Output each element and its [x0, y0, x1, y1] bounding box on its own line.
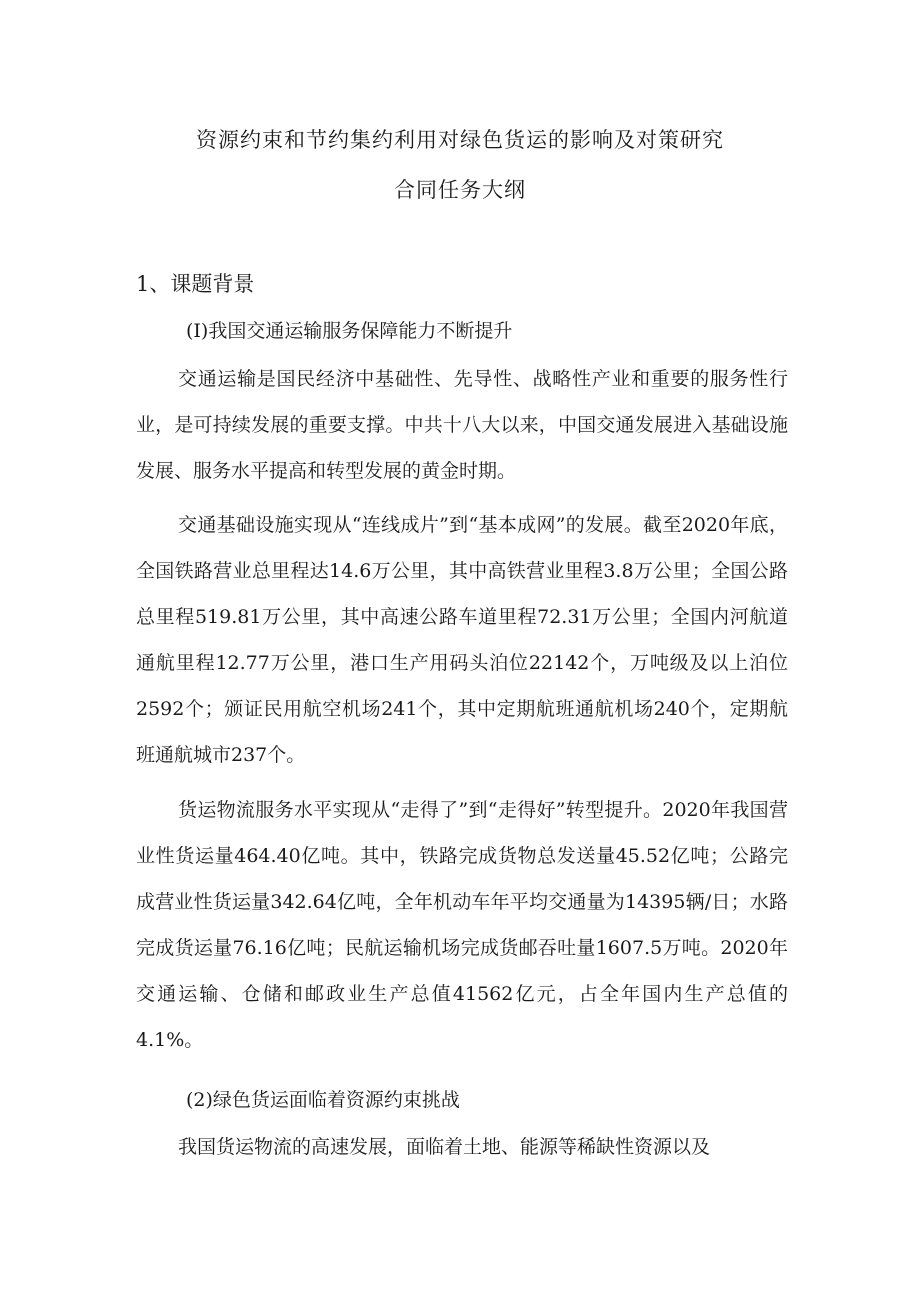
paragraph-freight-logistics: 货运物流服务水平实现从“走得了”到“走得好”转型提升。2020年我国营业性货运量464.40亿吨。其中，铁路完成货物总发送量45.52亿吨；公路完成营业性货运量342.64亿吨，全年机动车年平均交通量为14395辆/日；水路完成货运量76.16亿吨；民航运输机场完成货邮吞吐量1607.5万吨。2020年交通运输、仓储和邮政业生产总值41562亿元，占全年国内生产总值的4.1%。 — [136, 799, 788, 1051]
document-subtitle: 合同任务大纲 — [394, 178, 526, 202]
subheading-transport-capacity: (I)我国交通运输服务保障能力不断提升 — [186, 320, 513, 342]
paragraph-infrastructure: 交通基础设施实现从“连线成片”到“基本成网”的发展。截至2020年底，全国铁路营业总里程达14.6万公里，其中高铁营业里程3.8万公里；全国公路总里程519.81万公里，其中高速公路车道里程72.31万公里；全国内河航道通航里程12.77万公里，港口生产用码头泊位22142个，万吨级及以上泊位2592个；颁证民用航空机场241个，其中定期航班通航机场240个，定期航班通航城市237个。 — [136, 514, 788, 766]
section-heading-background: 1、课题背景 — [136, 272, 255, 296]
subheading-green-freight: (2)绿色货运面临着资源约束挑战 — [186, 1089, 460, 1111]
paragraph-resource-constraints: 我国货运物流的高速发展，面临着土地、能源等稀缺性资源以及 — [178, 1136, 711, 1158]
paragraph-transport-overview: 交通运输是国民经济中基础性、先导性、战略性产业和重要的服务性行业，是可持续发展的重要支撑。中共十八大以来，中国交通发展进入基础设施发展、服务水平提高和转型发展的黄金时期。 — [136, 368, 788, 482]
document-title: 资源约束和节约集约利用对绿色货运的影响及对策研究 — [196, 128, 724, 152]
